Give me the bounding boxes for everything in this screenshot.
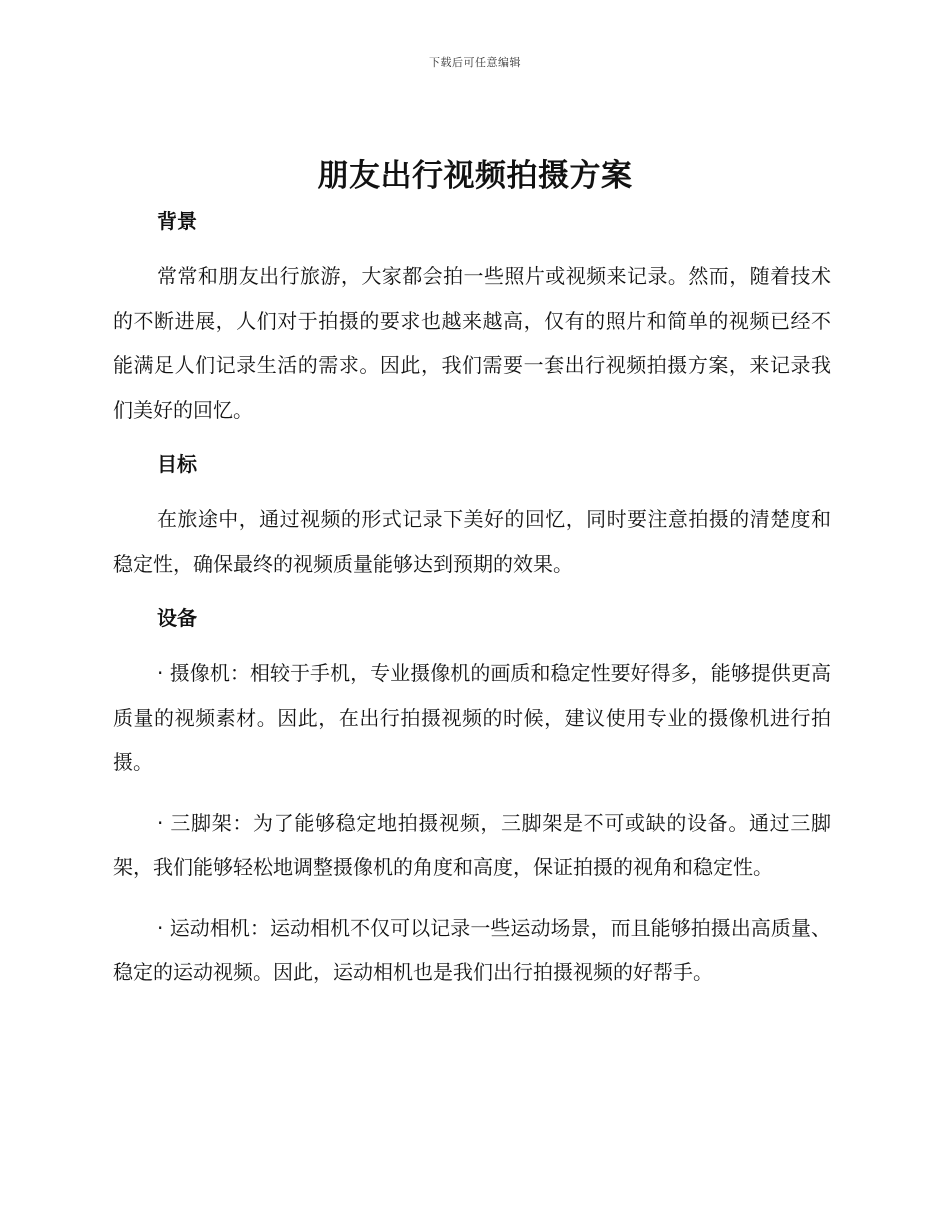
- section-heading: 目标: [157, 452, 197, 476]
- section-equipment: [113, 602, 831, 995]
- document-title: 朋友出行视频拍摄方案: [317, 158, 633, 194]
- document-body: [113, 205, 831, 1011]
- header-note: 下载后可任意编辑: [429, 56, 521, 69]
- paragraph: 常常和朋友出行旅游，大家都会拍一些照片或视频来记录。然而，随着技术的不断进展，人们对于拍摄的要求也越来越高，仅有的照片和简单的视频已经不能满足人们记录生活的需求。因此，我们需要一套出行视频拍摄方案，来记录我们美好的回忆。: [113, 264, 831, 422]
- section-goal: [113, 448, 831, 586]
- list-item: · 三脚架：为了能够稳定地拍摄视频，三脚架是不可或缺的设备。通过三脚架，我们能够轻松地调整摄像机的角度和高度，保证拍摄的视角和稳定性。: [113, 810, 831, 879]
- section-heading: 背景: [157, 209, 197, 233]
- list-item: · 运动相机：运动相机不仅可以记录一些运动场景，而且能够拍摄出高质量、稳定的运动视频。因此，运动相机也是我们出行拍摄视频的好帮手。: [113, 915, 831, 984]
- paragraph: 在旅途中，通过视频的形式记录下美好的回忆，同时要注意拍摄的清楚度和稳定性，确保最终的视频质量能够达到预期的效果。: [113, 507, 831, 576]
- section-heading: 设备: [157, 606, 197, 630]
- list-item: · 摄像机：相较于手机，专业摄像机的画质和稳定性要好得多，能够提供更高质量的视频素材。因此，在出行拍摄视频的时候，建议使用专业的摄像机进行拍摄。: [113, 661, 831, 774]
- section-background: [113, 205, 831, 432]
